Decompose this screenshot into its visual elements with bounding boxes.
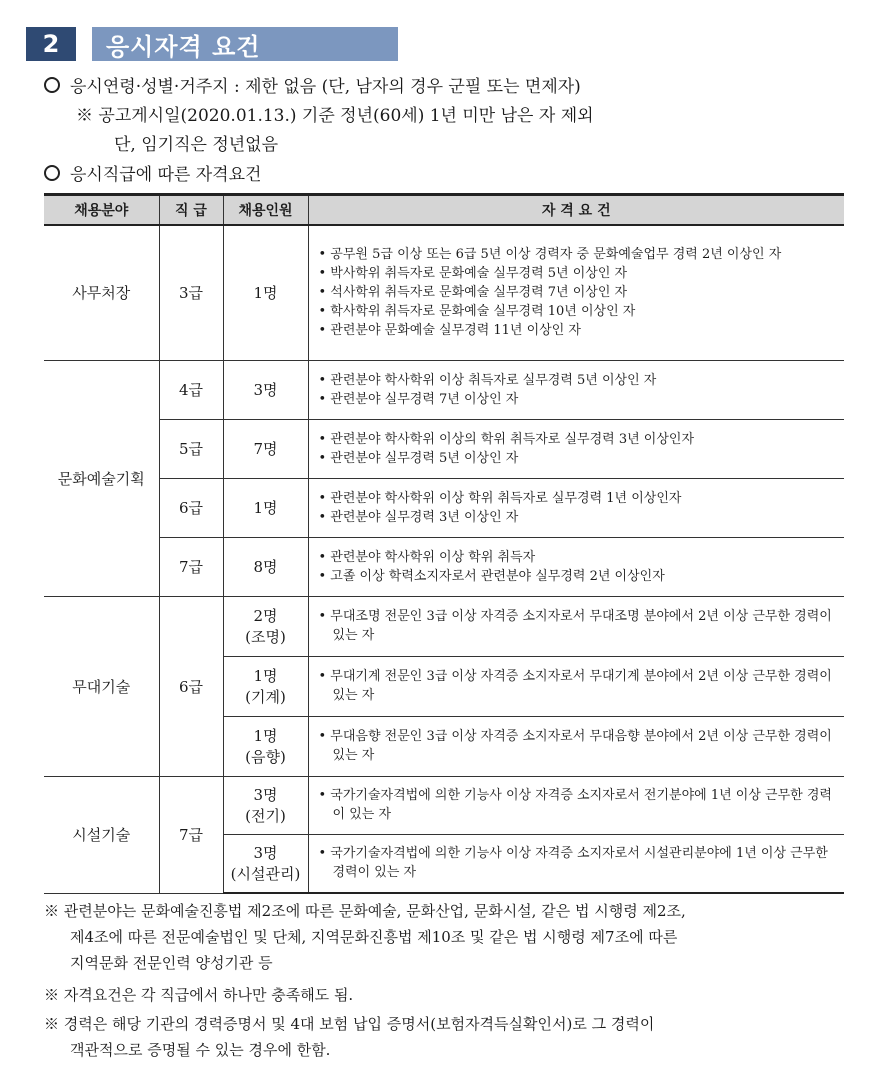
requirements-cell: • 무대음향 전문인 3급 이상 자격증 소지자로서 무대음향 분야에서 2년 이상 근무한 경력이 있는 자 bbox=[308, 716, 844, 776]
field-cell: 문화예술기획 bbox=[44, 360, 159, 596]
header-grade: 직 급 bbox=[159, 195, 223, 226]
count-cell: 2명 (조명) bbox=[223, 596, 308, 656]
requirements-table bbox=[44, 193, 844, 894]
note-career-proof: ※ 경력은 해당 기관의 경력증명서 및 4대 보험 납입 증명서(보험자격득실확인서)로 그 경력이 객관적으로 증명될 수 있는 경우에 한함. bbox=[44, 1015, 655, 1059]
requirements-cell: • 관련분야 학사학위 이상 학위 취득자 • 고졸 이상 학력소지자로서 관련분야 실무경력 2년 이상인자 bbox=[308, 537, 844, 596]
header-requirements: 자 격 요 건 bbox=[308, 195, 844, 226]
count-cell: 1명 (음향) bbox=[223, 716, 308, 776]
requirements-cell: • 무대기계 전문인 3급 이상 자격증 소지자로서 무대기계 분야에서 2년 이상 근무한 경력이 있는 자 bbox=[308, 656, 844, 716]
count-cell: 3명 bbox=[223, 360, 308, 419]
table-row bbox=[44, 537, 844, 596]
table-row bbox=[44, 225, 844, 360]
circle-bullet-icon bbox=[44, 165, 60, 181]
circle-bullet-icon bbox=[44, 77, 60, 93]
count-cell: 7명 bbox=[223, 419, 308, 478]
grade-cell: 6급 bbox=[159, 596, 223, 776]
field-cell: 사무처장 bbox=[44, 225, 159, 360]
count-cell: 1명 bbox=[223, 478, 308, 537]
grade-cell: 3급 bbox=[159, 225, 223, 360]
intro-line-2: ※ 공고게시일(2020.01.13.) 기준 정년(60세) 1년 미만 남은 자 제외 bbox=[76, 106, 594, 126]
table-row bbox=[44, 419, 844, 478]
requirements-cell: • 관련분야 학사학위 이상의 학위 취득자로 실무경력 3년 이상인자 • 관련분야 실무경력 5년 이상인 자 bbox=[308, 419, 844, 478]
field-cell: 시설기술 bbox=[44, 776, 159, 893]
grade-cell: 5급 bbox=[159, 419, 223, 478]
requirements-cell: • 관련분야 학사학위 이상 학위 취득자로 실무경력 1년 이상인자 • 관련분야 실무경력 3년 이상인 자 bbox=[308, 478, 844, 537]
requirements-cell: • 국가기술자격법에 의한 기능사 이상 자격증 소지자로서 전기분야에 1년 이상 근무한 경력이 있는 자 bbox=[308, 776, 844, 834]
table-row bbox=[44, 596, 844, 656]
section-header bbox=[26, 27, 398, 63]
field-cell: 무대기술 bbox=[44, 596, 159, 776]
count-cell: 3명 (전기) bbox=[223, 776, 308, 834]
table-header-row bbox=[44, 195, 844, 226]
grade-cell: 7급 bbox=[159, 537, 223, 596]
header-field: 채용분야 bbox=[44, 195, 159, 226]
table-row bbox=[44, 776, 844, 834]
grade-cell: 4급 bbox=[159, 360, 223, 419]
intro-line-1: 응시연령·성별·거주지 : 제한 없음 (단, 남자의 경우 군필 또는 면제자) bbox=[44, 72, 581, 97]
count-cell: 1명 (기계) bbox=[223, 656, 308, 716]
grade-cell: 7급 bbox=[159, 776, 223, 893]
count-cell: 8명 bbox=[223, 537, 308, 596]
requirements-cell: • 공무원 5급 이상 또는 6급 5년 이상 경력자 중 문화예술업무 경력 2년 이상인 자 • 박사학위 취득자로 문화예술 실무경력 5년 이상인 자 • 석사학위 취득자로 문화예술 실무경력 7년 이상인 자 • 학사학위 취득자로 문화예술 실무경력 10년 이상인 자 • 관련분야 문화예술 실무경력 11년 이상인 자 bbox=[308, 225, 844, 360]
header-count: 채용인원 bbox=[223, 195, 308, 226]
requirements-cell: • 관련분야 학사학위 이상 취득자로 실무경력 5년 이상인 자 • 관련분야 실무경력 7년 이상인 자 bbox=[308, 360, 844, 419]
count-cell: 3명 (시설관리) bbox=[223, 834, 308, 893]
section-title: 응시자격 요건 bbox=[92, 27, 398, 61]
table-row bbox=[44, 360, 844, 419]
note-one-requirement: ※ 자격요건은 각 직급에서 하나만 충족해도 됨. bbox=[44, 986, 354, 1004]
intro-line-3: 단, 임기직은 정년없음 bbox=[114, 135, 279, 155]
table-row bbox=[44, 478, 844, 537]
intro-line-4: 응시직급에 따른 자격요건 bbox=[44, 160, 261, 185]
section-number: 2 bbox=[26, 27, 76, 61]
requirements-cell: • 무대조명 전문인 3급 이상 자격증 소지자로서 무대조명 분야에서 2년 이상 근무한 경력이 있는 자 bbox=[308, 596, 844, 656]
requirements-cell: • 국가기술자격법에 의한 기능사 이상 자격증 소지자로서 시설관리분야에 1년 이상 근무한 경력이 있는 자 bbox=[308, 834, 844, 893]
grade-cell: 6급 bbox=[159, 478, 223, 537]
count-cell: 1명 bbox=[223, 225, 308, 360]
note-related-fields: ※ 관련분야는 문화예술진흥법 제2조에 따른 문화예술, 문화산업, 문화시설, 같은 법 시행령 제2조, 제4조에 따른 전문예술법인 및 단체, 지역문화진흥법 제10조 및 같은 법 시행령 제7조에 따른 지역문화 전문인력 양성기관 등 bbox=[44, 902, 686, 972]
